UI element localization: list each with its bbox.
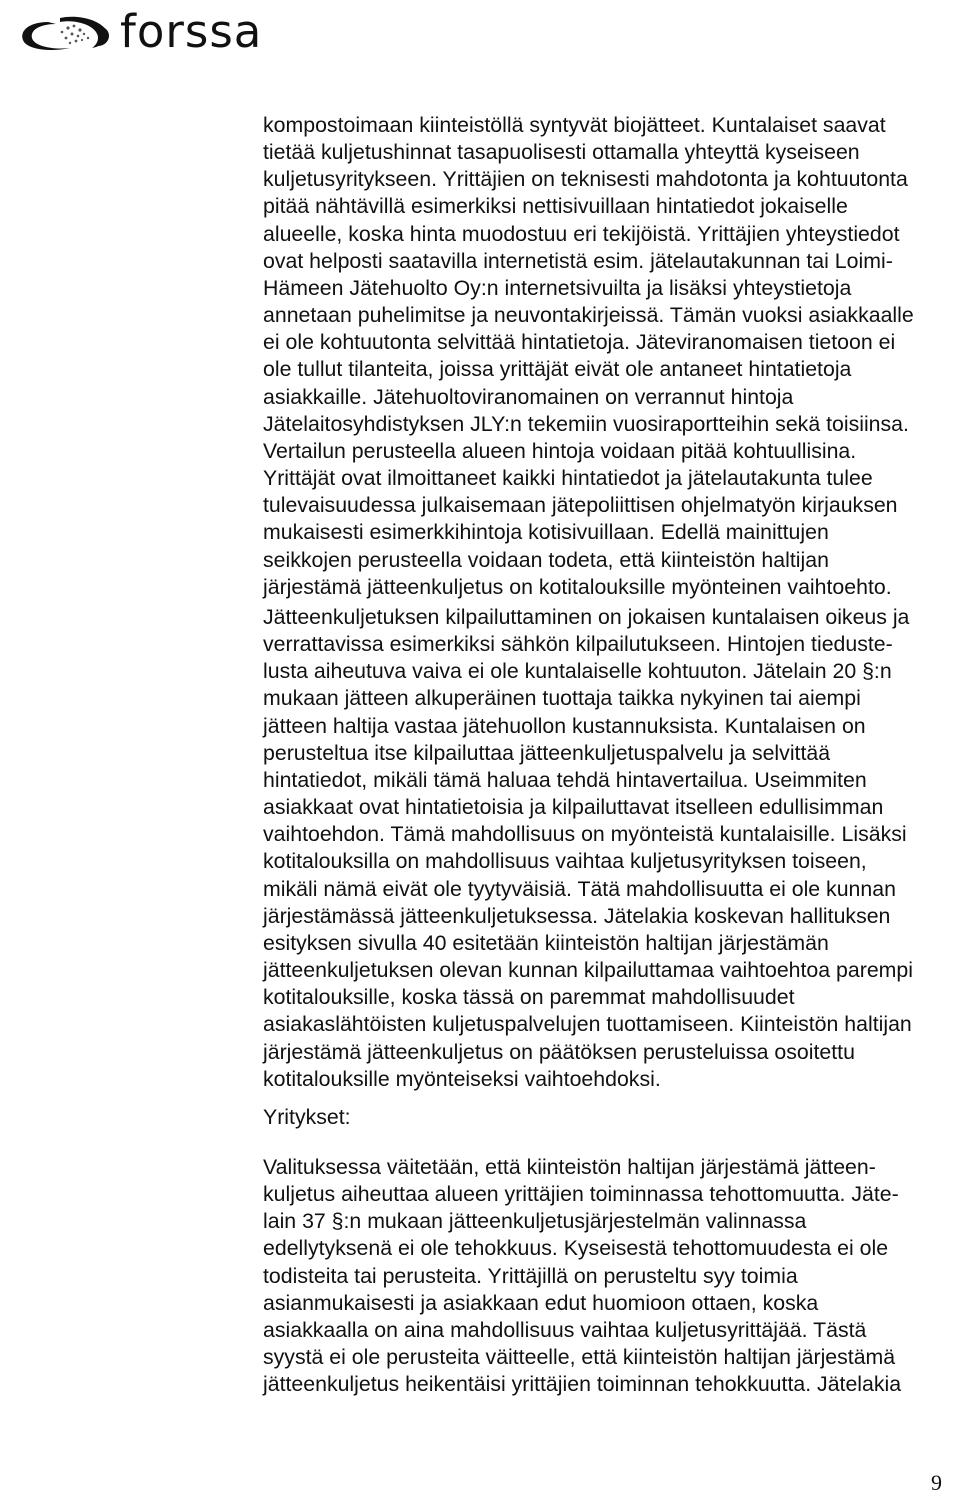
section-heading: Yritykset: [263,1105,351,1129]
text-line: Yrittäjät ovat ilmoittaneet kaikki hintatiedot ja jätelautakunta tulee [263,466,873,491]
text-line: kuljetus aiheuttaa alueen yrittäjien toiminnassa tehottomuutta. Jäte- [263,1182,899,1207]
text-line: seikkojen perusteella voidaan todeta, että kiinteistön haltijan [263,547,829,572]
document-body [263,112,948,1397]
text-line: ole tullut tilanteita, joissa yrittäjät eivät ole antaneet hintatietoja [263,357,852,382]
paragraph-companies [263,1154,948,1398]
paragraph-competition [263,604,948,1093]
text-line: pitää nähtävillä esimerkiksi nettisivuillaan hintatiedot jokaiselle [263,194,848,219]
text-line: asiakaslähtöisten kuljetuspalvelujen tuottamiseen. Kiinteistön haltijan [263,1012,912,1037]
text-line: hintatiedot, mikäli tämä haluaa tehdä hintavertailua. Useimmiten [263,767,867,792]
text-line: järjestämä jätteenkuljetus on kotitalouksille myönteinen vaihtoehto. [263,574,892,599]
text-line: syystä ei ole perusteita väitteelle, että kiinteistön haltijan järjestämä [263,1345,896,1370]
text-line: lusta aiheutuva vaiva ei ole kuntalaiselle kohtuuton. Jätelain 20 §:n [263,659,892,684]
text-line: asianmukaisesti ja asiakkaan edut huomioon ottaen, koska [263,1290,819,1315]
paragraph-continued [263,112,948,599]
text-line: esityksen sivulla 40 esitetään kiinteistön haltijan järjestämän [263,930,829,955]
text-line: kotitalouksilla on mahdollisuus vaihtaa kuljetusyrityksen toiseen, [263,849,867,874]
text-line: mikäli nämä eivät ole tyytyväisiä. Tätä mahdollisuutta ei ole kunnan [263,876,896,901]
text-line: jätteenkuljetus heikentäisi yrittäjien toiminnan tehokkuutta. Jätelakia [263,1372,902,1397]
forssa-swirl-logo-icon [8,8,120,56]
text-line: jätteen haltija vastaa jätehuollon kustannuksista. Kuntalaisen on [263,713,866,738]
text-line: verrattavissa esimerkiksi sähkön kilpailutukseen. Hintojen tieduste- [263,632,893,657]
text-line: jätteenkuljetuksen olevan kunnan kilpailuttamaa vaihtoehtoa parempi [263,958,913,983]
text-line: Jätteenkuljetuksen kilpailuttaminen on jokaisen kuntalaisen oikeus ja [263,605,910,629]
text-line: perusteltua itse kilpailuttaa jätteenkuljetuspalvelu ja selvittää [263,740,831,765]
text-line: annetaan puhelimitse ja neuvontakirjeissä. Tämän vuoksi asiakkaalle [263,303,914,328]
text-line: kotitalouksille, koska tässä on paremmat mahdollisuudet [263,985,795,1010]
text-line: Vertailun perusteella alueen hintoja voidaan pitää kohtuullisina. [263,438,857,463]
text-line: kuljetusyritykseen. Yrittäjien on teknisesti mahdotonta ja kohtuutonta [263,167,908,192]
text-line: mukaan jätteen alkuperäinen tuottaja taikka nykyinen tai aiempi [263,686,861,711]
text-line: Valituksessa väitetään, että kiinteistön haltijan järjestämä jätteen- [263,1155,876,1179]
text-line: järjestämä jätteenkuljetus on päätöksen perusteluissa osoitettu [263,1039,855,1064]
text-line: lain 37 §:n mukaan jätteenkuljetusjärjestelmän valinnassa [263,1209,807,1234]
text-line: todisteita tai perusteita. Yrittäjillä on perusteltu syy toimia [263,1263,798,1288]
text-line: ovat helposti saatavilla internetistä esim. jätelautakunnan tai Loimi- [263,248,893,273]
text-line: alueelle, koska hinta muodostuu eri tekijöistä. Yrittäjien yhteystiedot [263,221,900,246]
text-line: kotitalouksille myönteiseksi vaihtoehdoksi. [263,1066,661,1091]
text-line: asiakkaalla on aina mahdollisuus vaihtaa kuljetusyrittäjää. Tästä [263,1317,867,1342]
page-number: 9 [931,1470,942,1495]
text-line: tulevaisuudessa julkaisemaan jätepoliittisen ohjelmatyön kirjauksen [263,493,898,518]
text-line: Hämeen Jätehuolto Oy:n internetsivuilta ja lisäksi yhteystietoja [263,275,852,300]
text-line: järjestämässä jätteenkuljetuksessa. Jätelakia koskevan hallituksen [263,903,891,928]
text-line: kompostoimaan kiinteistöllä syntyvät biojätteet. Kuntalaiset saavat [263,113,886,137]
text-line: tietää kuljetushinnat tasapuolisesti ottamalla yhteyttä kyseiseen [263,140,860,165]
text-line: edellytyksenä ei ole tehokkuus. Kyseisestä tehottomuudesta ei ole [263,1236,889,1261]
text-line: ei ole kohtuutonta selvittää hintatietoja. Jäteviranomaisen tietoon ei [263,330,896,355]
text-line: Jätelaitosyhdistyksen JLY:n tekemiin vuosiraportteihin sekä toisiinsa. [263,411,909,436]
text-line: asiakkaat ovat hintatietoisia ja kilpailuttavat itselleen edullisimman [263,795,884,820]
text-line: vaihtoehdon. Tämä mahdollisuus on myönteistä kuntalaisille. Lisäksi [263,822,907,847]
logo-wordmark: forssa [120,5,263,58]
header-logo [8,2,308,62]
text-line: asiakkaille. Jätehuoltoviranomainen on verrannut hintoja [263,384,794,409]
text-line: mukaisesti esimerkkihintoja kotisivuillaan. Edellä mainittujen [263,520,829,545]
